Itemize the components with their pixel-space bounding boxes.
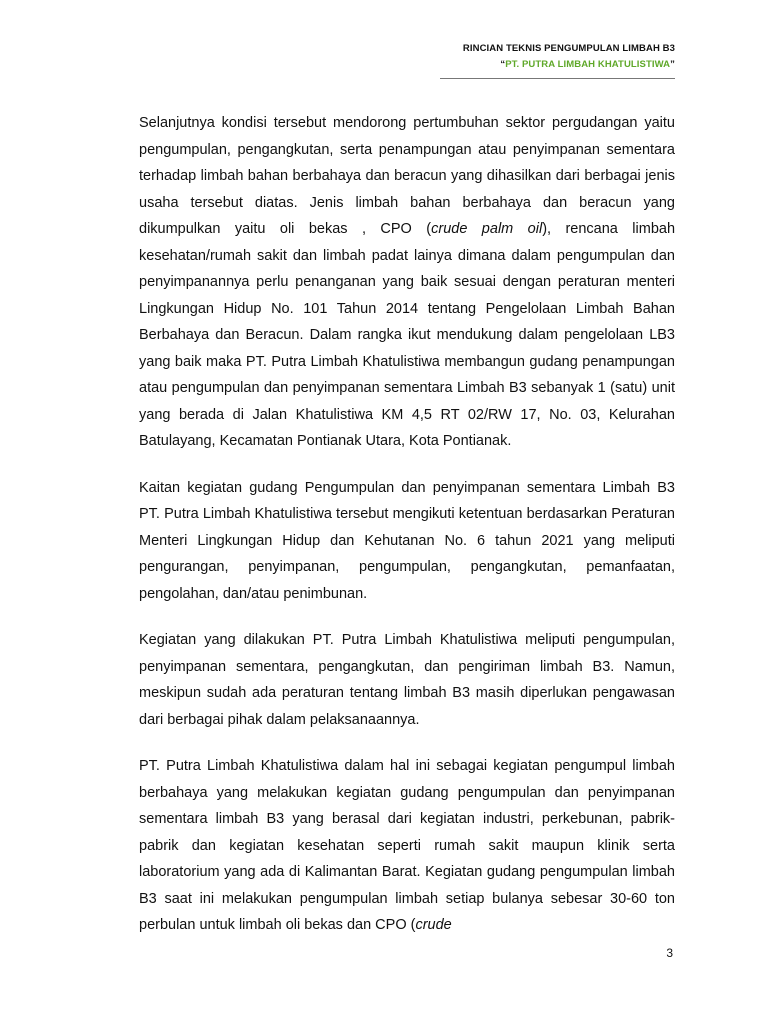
header-title: RINCIAN TEKNIS PENGUMPULAN LIMBAH B3 <box>462 43 675 54</box>
header-open-quote: “ <box>500 59 506 70</box>
paragraph-4 <box>139 753 675 939</box>
page-number: 3 <box>666 946 673 960</box>
paragraph-1-italic: crude palm oil <box>431 221 543 237</box>
paragraph-1-text-b: ), rencana limbah kesehatan/rumah sakit dan limbah padat lainya dimana dalam pengumpulan dan penyimpanannya perlu penanganan yang baik sesuai dengan peraturan menteri Lingkungan Hidup No. 101 Tahun 2014 tentang Pengelolaan Limbah Bahan Berbahaya dan Beracun. Dalam rangka ikut mendukung dalam pengelolaan LB3 yang baik maka PT. Putra Limbah Khatulistiwa membangun gudang penampungan atau pengumpulan dan penyimpanan sementara Limbah B3 sebanyak 1 (satu) unit yang berada di Jalan Khatulistiwa KM 4,5 RT 02/RW 17, No. 03, Kelurahan Batulayang, Kecamatan Pontianak Utara, Kota Pontianak. <box>139 221 676 449</box>
paragraph-1-text-a: Selanjutnya kondisi tersebut mendorong pertumbuhan sektor pergudangan yaitu pengumpulan, pengangkutan, serta penampungan atau penyimpanan sementara terhadap limbah bahan berbahaya dan beracun yang dihasilkan dari berbagai jenis usaha tersebut diatas. Jenis limbah bahan berbahaya dan beracun yang dikumpulkan yaitu oli bekas , CPO ( <box>139 115 675 237</box>
paragraph-4-text-a: PT. Putra Limbah Khatulistiwa dalam hal ini sebagai kegiatan pengumpul limbah berbahaya yang melakukan kegiatan gudang pengumpulan dan penyimpanan sementara limbah B3 yang berasal dari kegiatan industri, perkebunan, pabrik-pabrik dan kegiatan kesehatan seperti rumah sakit maupun klinik serta laboratorium yang ada di Kalimantan Barat. Kegiatan gudang pengumpulan limbah B3 saat ini melakukan pengumpulan limbah setiap bulanya sebesar 30-60 ton perbulan untuk limbah oli bekas dan CPO ( <box>139 758 675 933</box>
paragraph-2: Kaitan kegiatan gudang Pengumpulan dan penyimpanan sementara Limbah B3 PT. Putra Limbah Khatulistiwa tersebut mengikuti ketentuan berdasarkan Peraturan Menteri Lingkungan Hidup dan Kehutanan No. 6 tahun 2021 yang meliputi pengurangan, penyimpanan, pengumpulan, pengangkutan, pemanfaatan, pengolahan, dan/atau penimbunan. <box>139 479 675 602</box>
paragraph-4-italic: crude <box>415 917 452 933</box>
header-company-name: PT. PUTRA LIMBAH KHATULISTIWA <box>505 59 671 70</box>
header-company <box>463 57 675 73</box>
header-close-quote: ” <box>670 59 675 70</box>
header-divider <box>440 78 675 79</box>
paragraph-1 <box>139 110 675 455</box>
paragraph-3: Kegiatan yang dilakukan PT. Putra Limbah Khatulistiwa meliputi pengumpulan, penyimpanan sementara, pengangkutan, dan pengiriman limbah B3. Namun, meskipun sudah ada peraturan tentang limbah B3 masih diperlukan pengawasan dari berbagai pihak dalam pelaksanaannya. <box>139 632 675 728</box>
page-header <box>463 41 675 73</box>
document-body <box>139 110 675 939</box>
